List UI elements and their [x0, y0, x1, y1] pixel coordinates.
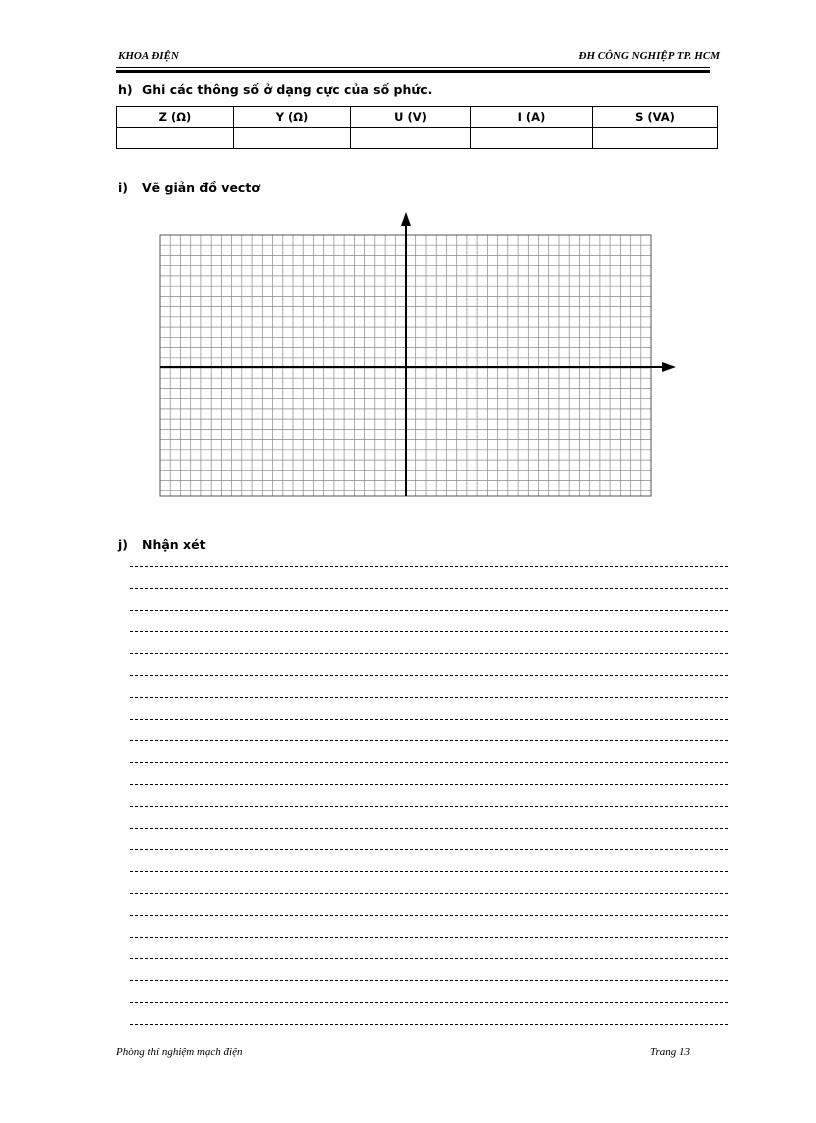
comment-line[interactable] [130, 980, 728, 981]
vector-diagram-grid [150, 208, 680, 500]
col-header-u: U (V) [351, 107, 471, 128]
table-row [117, 128, 718, 149]
y-axis-arrow-icon [401, 212, 411, 226]
col-header-y: Y (Ω) [234, 107, 351, 128]
section-h-label: h) [118, 82, 133, 97]
col-header-i: I (A) [471, 107, 593, 128]
comment-line[interactable] [130, 631, 728, 632]
comment-line[interactable] [130, 871, 728, 872]
header-right: ĐH CÔNG NGHIỆP TP. HCM [578, 50, 720, 62]
comment-line[interactable] [130, 958, 728, 959]
section-j-title: Nhận xét [142, 537, 206, 552]
comment-line[interactable] [130, 915, 728, 916]
comment-line[interactable] [130, 740, 728, 741]
section-h-title: Ghi các thông số ở dạng cực của số phức. [142, 82, 433, 97]
comment-line[interactable] [130, 828, 728, 829]
comment-line[interactable] [130, 566, 728, 567]
comment-line[interactable] [130, 653, 728, 654]
comment-line[interactable] [130, 937, 728, 938]
header-left: KHOA ĐIỆN [118, 50, 179, 62]
section-h-heading [118, 82, 432, 97]
comment-line[interactable] [130, 588, 728, 589]
comment-line[interactable] [130, 697, 728, 698]
comment-line[interactable] [130, 675, 728, 676]
section-i-heading [118, 180, 260, 195]
cell-u[interactable] [351, 128, 471, 149]
comment-line[interactable] [130, 806, 728, 807]
comment-line[interactable] [130, 719, 728, 720]
comment-line[interactable] [130, 1002, 728, 1003]
cell-z[interactable] [117, 128, 234, 149]
comment-line[interactable] [130, 784, 728, 785]
comment-line[interactable] [130, 893, 728, 894]
comment-line[interactable] [130, 610, 728, 611]
section-i-title: Vẽ giản đồ vectơ [142, 180, 260, 195]
cell-i[interactable] [471, 128, 593, 149]
section-i-label: i) [118, 180, 128, 195]
x-axis-arrow-icon [662, 362, 676, 372]
col-header-z: Z (Ω) [117, 107, 234, 128]
comment-line[interactable] [130, 1024, 728, 1025]
cell-s[interactable] [593, 128, 718, 149]
cell-y[interactable] [234, 128, 351, 149]
table-header-row [117, 107, 718, 128]
footer-left: Phòng thí nghiệm mạch điện [116, 1046, 243, 1058]
header-divider-thin [116, 67, 710, 68]
col-header-s: S (VA) [593, 107, 718, 128]
polar-params-table [116, 106, 718, 149]
header-divider-thick [116, 70, 710, 73]
comment-line[interactable] [130, 849, 728, 850]
footer-right: Trang 13 [650, 1046, 691, 1058]
section-j-heading [118, 537, 206, 552]
comment-line[interactable] [130, 762, 728, 763]
section-j-label: j) [118, 537, 128, 552]
